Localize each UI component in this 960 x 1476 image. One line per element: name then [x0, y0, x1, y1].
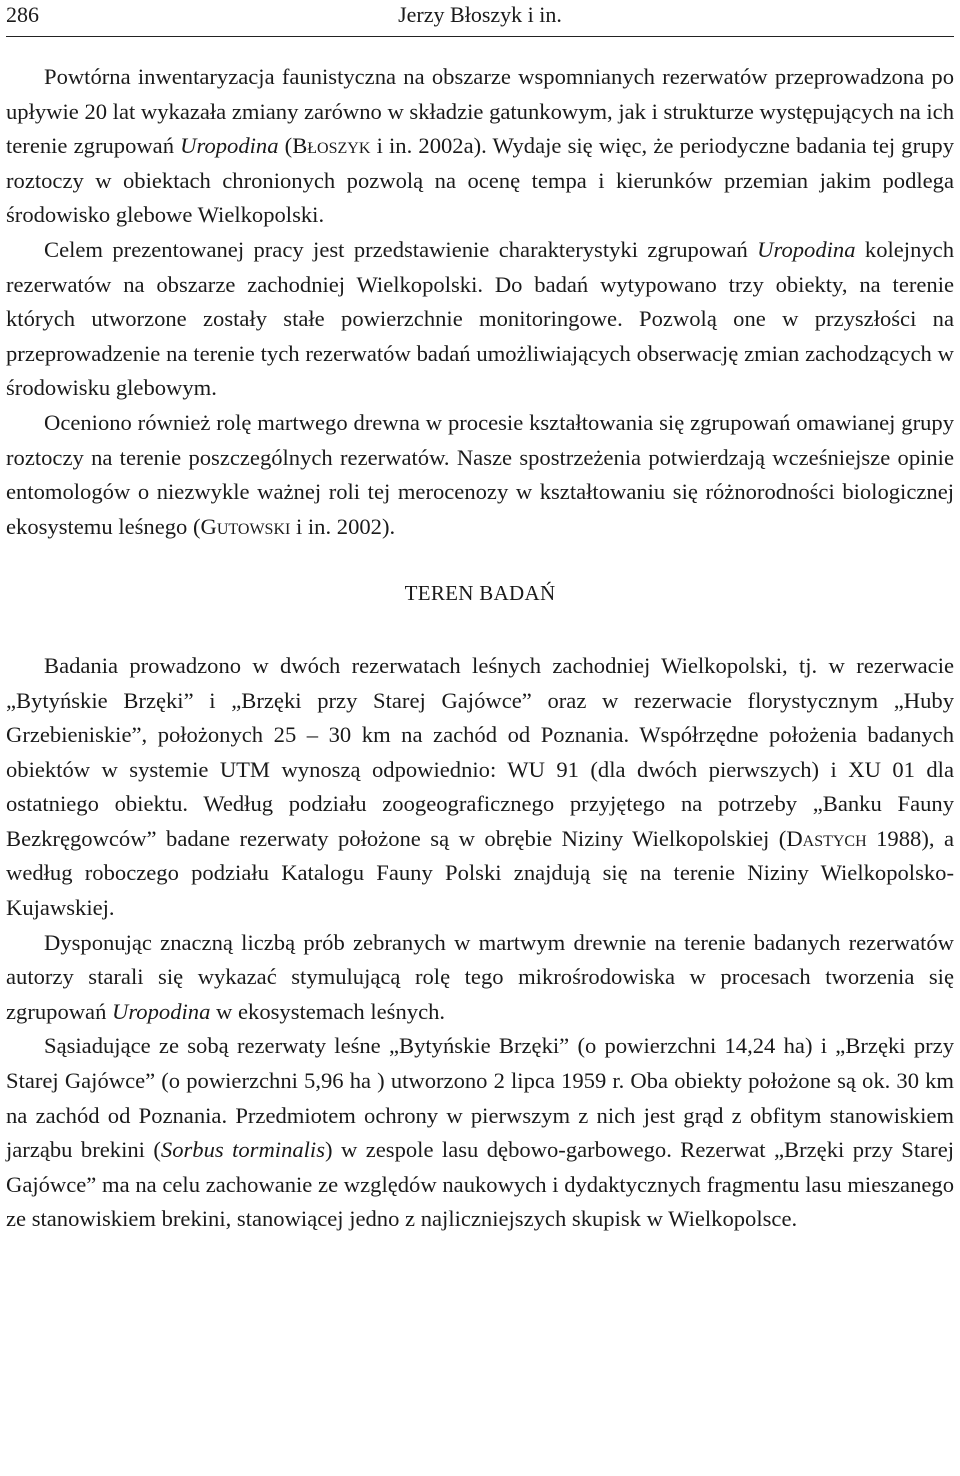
text-run: Oceniono również rolę martwego drewna w procesie kształtowania się zgrupowań omawianej grupy roztoczy na terenie poszczególnych rezerwatów. Nasze spostrzeżenia potwierdzają wcześniejsze opinie entomologów o niezwykle ważnej roli tej merocenozy w kształtowaniu się różnorodności biologicznej ekosystemu leśnego (	[6, 409, 954, 539]
text-run: Celem prezentowanej pracy jest przedstawienie charakterystyki zgrupowań	[44, 236, 758, 262]
paragraph-5	[6, 926, 954, 1030]
text-run: Sąsiadujące ze sobą rezerwaty leśne „Bytyńskie Brzęki” (o powierzchni 14,24 ha) i „Brzęki przy Starej Gajówce” (o powierzchni 5,96 ha ) utworzono 2 lipca 1959 r. Oba obiekty położone są ok. 30 km na zachód od Poznania. Przedmiotem ochrony w pierwszym z nich jest grąd z obfitym stanowiskiem jarząbu brekini (	[6, 1033, 954, 1163]
paragraph-2	[6, 233, 954, 406]
page-number: 286	[6, 2, 39, 27]
text-run: Powtórna inwentaryzacja faunistyczna na obszarze wspomnianych rezerwatów przeprowadzona po upływie 20 lat wykazała zmiany zarówno w składzie gatunkowym, jak i strukturze występujących na ich terenie zgrupowań	[6, 64, 955, 159]
paragraph-4	[6, 649, 954, 926]
text-run: ) w zespole lasu dębowo-garbowego. Rezerwat „Brzęki przy Starej Gajówce” ma na celu zachowanie ze względów naukowych i dydaktycznych fragmentu lasu mieszanego ze stanowiskiem brekini, stanowiącej jedno z najliczniejszych skupisk w Wielkopolsce.	[6, 1137, 955, 1232]
text-run: i in. 2002a). Wydaje się więc, że periodyczne badania tej grupy roztoczy w obiektach chronionych pozwolą na ocenę tempa i kierunków przemian jakim podlega środowisko glebowe Wielkopolski.	[6, 133, 954, 228]
species-name: Sorbus torminalis	[160, 1137, 326, 1163]
text-run: kolejnych rezerwatów na obszarze zachodniej Wielkopolski. Do badań wytypowano trzy obiekty, na terenie których utworzone zostały stałe powierzchnie monitoringowe. Pozwolą one w przyszłości na przeprowadzenie na terenie tych rezerwatów badań umożliwiających obserwację zmian zachodzących w środowisku glebowym.	[6, 236, 955, 401]
author-citation: Dastych	[786, 825, 867, 851]
paragraph-1	[6, 60, 954, 233]
text-run: Dysponując znaczną liczbą prób zebranych w martwym drewnie na terenie badanych rezerwatów autorzy starali się wykazać stymulującą rolę tego mikrośrodowiska w procesach tworzenia się zgrupowań	[6, 929, 954, 1024]
author-citation: Gutowski	[200, 513, 291, 539]
running-title: Jerzy Błoszyk i in.	[398, 2, 562, 27]
paragraph-6	[6, 1029, 954, 1237]
text-run: (	[278, 133, 293, 159]
author-citation: Błoszyk	[292, 133, 371, 159]
section-heading: TEREN BADAŃ	[404, 581, 556, 606]
taxon-name: Uropodina	[180, 133, 279, 159]
taxon-name: Uropodina	[112, 998, 211, 1024]
text-run: w ekosystemach leśnych.	[210, 998, 446, 1024]
paragraph-3	[6, 406, 954, 544]
page-body	[6, 60, 954, 1237]
page-header	[6, 0, 954, 37]
taxon-name: Uropodina	[757, 236, 856, 262]
text-run: 1988), a według roboczego podziału Katalogu Fauny Polski znajdują się na terenie Niziny Wielkopolsko-Kujawskiej.	[6, 825, 954, 921]
text-run: i in. 2002).	[290, 513, 396, 539]
text-run: Badania prowadzono w dwóch rezerwatach leśnych zachodniej Wielkopolski, tj. w rezerwacie „Bytyńskie Brzęki” i „Brzęki przy Starej Gajówce” oraz w rezerwacie florystycznym „Huby Grzebieniskie”, położonych 25 – 30 km na zachód od Poznania. Współrzędne położenia badanych obiektów w systemie UTM wynoszą odpowiednio: WU 91 (dla dwóch pierwszych) i XU 01 dla ostatniego obiektu. Według podziału zoogeograficznego przyjętego na potrzeby „Banku Fauny Bezkręgowców” badane rezerwaty położone są w obrębie Niziny Wielkopolskiej (	[6, 652, 954, 851]
